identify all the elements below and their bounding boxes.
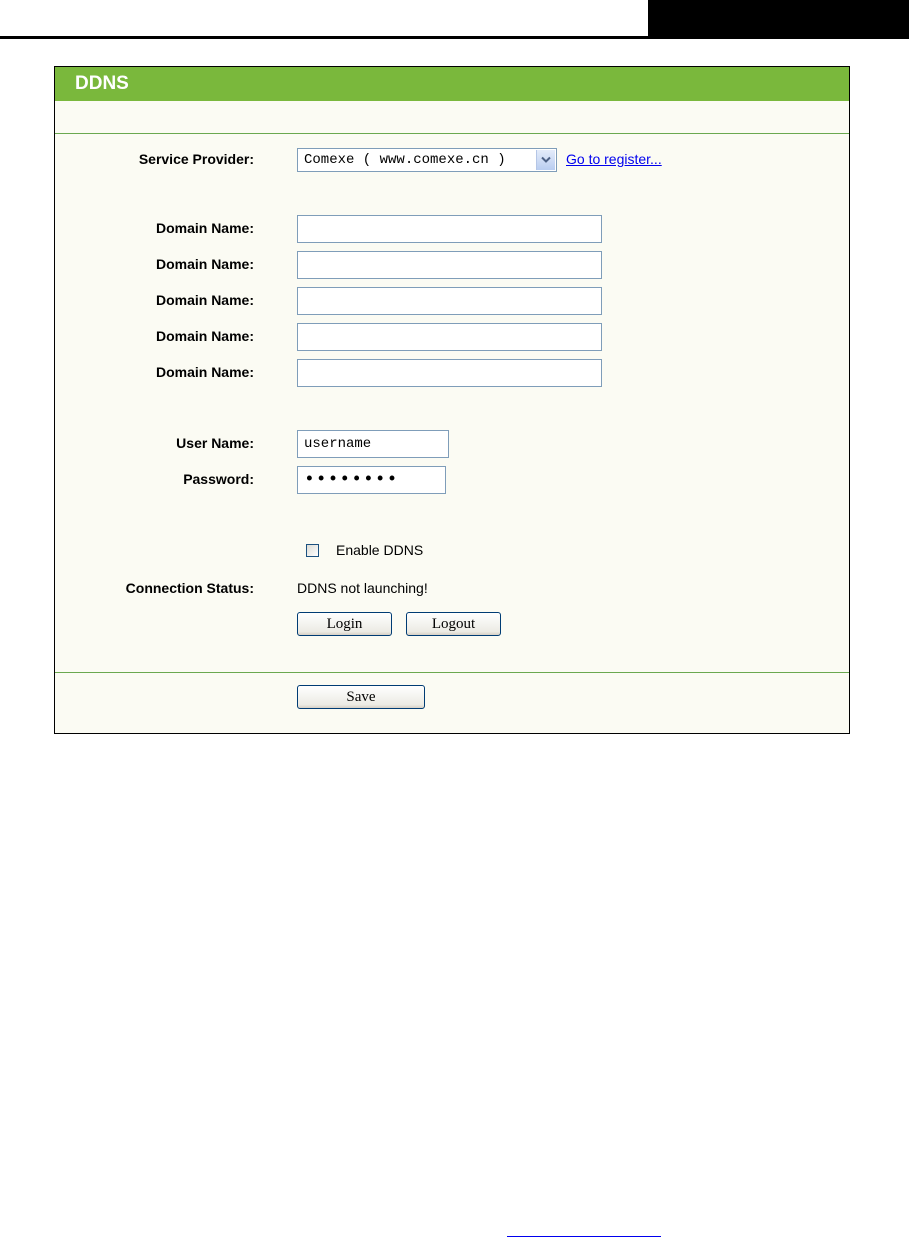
password-label: Password: bbox=[183, 471, 254, 487]
login-button[interactable]: Login bbox=[297, 612, 392, 636]
domain-name-input-2[interactable] bbox=[297, 251, 602, 279]
domain-name-label-2: Domain Name: bbox=[155, 256, 254, 272]
panel-header bbox=[55, 67, 849, 101]
enable-ddns-checkbox[interactable] bbox=[306, 544, 319, 557]
service-provider-select[interactable] bbox=[297, 148, 557, 172]
domain-name-label-5: Domain Name: bbox=[155, 364, 254, 380]
domain-name-input-5[interactable] bbox=[297, 359, 602, 387]
panel-title: DDNS bbox=[75, 73, 129, 94]
save-button[interactable]: Save bbox=[297, 685, 425, 709]
enable-ddns-label: Enable DDNS bbox=[336, 542, 424, 558]
domain-name-input-4[interactable] bbox=[297, 323, 602, 351]
chevron-down-icon[interactable] bbox=[536, 150, 555, 170]
username-label: User Name: bbox=[176, 435, 254, 451]
domain-name-label-4: Domain Name: bbox=[155, 328, 254, 344]
connection-status-label: Connection Status: bbox=[125, 580, 254, 596]
service-provider-value: Comexe ( www.comexe.cn ) bbox=[304, 152, 506, 168]
top-black-block bbox=[648, 0, 909, 38]
username-input[interactable] bbox=[297, 430, 449, 458]
connection-status-value: DDNS not launching! bbox=[297, 580, 428, 596]
header-divider bbox=[55, 133, 849, 134]
password-input[interactable] bbox=[297, 466, 446, 494]
register-link[interactable]: Go to register... bbox=[566, 151, 662, 167]
footer-link-underline[interactable] bbox=[507, 1236, 661, 1237]
footer-divider bbox=[55, 672, 849, 673]
service-provider-label: Service Provider: bbox=[138, 151, 254, 167]
domain-name-label-3: Domain Name: bbox=[155, 292, 254, 308]
ddns-panel bbox=[54, 66, 850, 734]
domain-name-label-1: Domain Name: bbox=[155, 220, 254, 236]
domain-name-input-1[interactable] bbox=[297, 215, 602, 243]
logout-button[interactable]: Logout bbox=[406, 612, 501, 636]
domain-name-input-3[interactable] bbox=[297, 287, 602, 315]
